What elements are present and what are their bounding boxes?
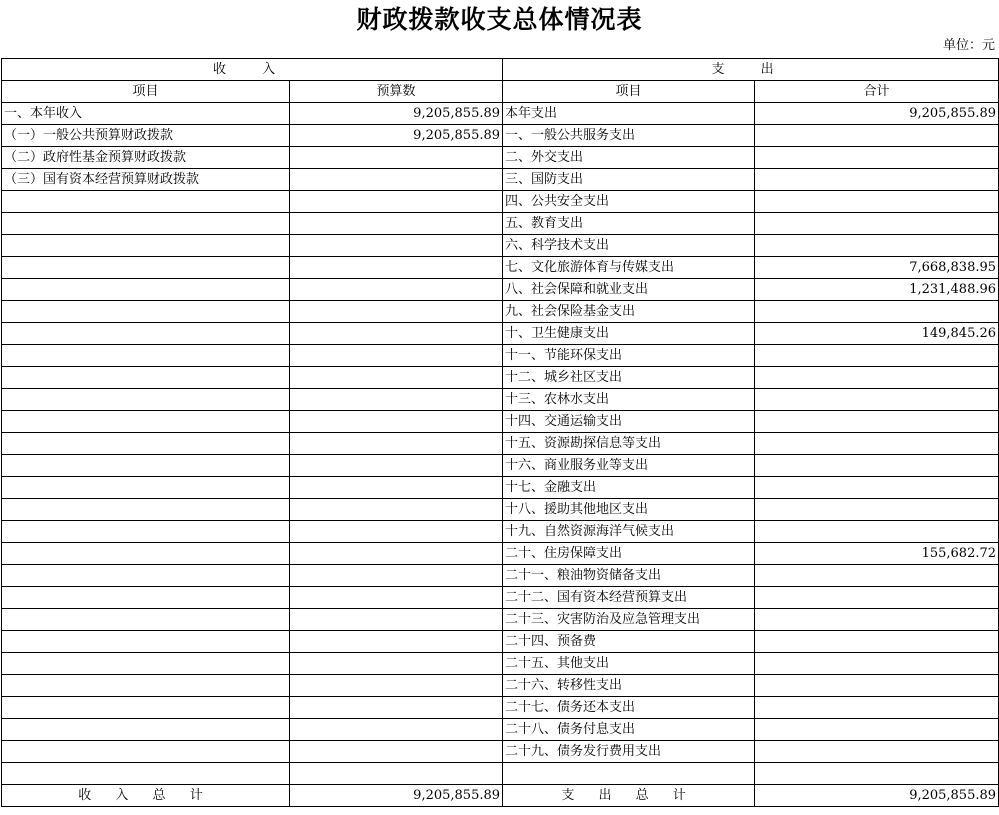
expense-amount-cell: 7,668,838.95 — [755, 257, 999, 279]
income-amount-cell — [290, 147, 503, 169]
income-amount-cell — [290, 521, 503, 543]
expense-item-cell: 二、外交支出 — [503, 147, 755, 169]
section-header-row — [2, 59, 999, 81]
expense-amount-cell — [755, 477, 999, 499]
expense-item-cell: 十八、援助其他地区支出 — [503, 499, 755, 521]
income-budget-header: 预算数 — [290, 81, 503, 103]
expense-amount-cell: 149,845.26 — [755, 323, 999, 345]
expense-amount-cell — [755, 389, 999, 411]
income-amount-cell — [290, 301, 503, 323]
income-amount-cell — [290, 433, 503, 455]
table-row — [2, 653, 999, 675]
table-row — [2, 477, 999, 499]
table-row — [2, 367, 999, 389]
fiscal-table — [1, 58, 999, 807]
table-row — [2, 147, 999, 169]
income-amount-cell — [290, 235, 503, 257]
income-item-cell — [2, 235, 290, 257]
expense-amount-cell — [755, 697, 999, 719]
expense-item-cell: 本年支出 — [503, 103, 755, 125]
expense-item-cell: 十七、金融支出 — [503, 477, 755, 499]
expense-amount-cell: 1,231,488.96 — [755, 279, 999, 301]
expense-amount-cell — [755, 631, 999, 653]
unit-label: 单位：元 — [942, 38, 995, 53]
income-item-cell: （二）政府性基金预算财政拨款 — [2, 147, 290, 169]
income-item-cell — [2, 301, 290, 323]
income-item-cell — [2, 565, 290, 587]
expense-item-cell: 二十四、预备费 — [503, 631, 755, 653]
income-item-cell: （一）一般公共预算财政拨款 — [2, 125, 290, 147]
income-amount-cell — [290, 631, 503, 653]
expense-amount-cell — [755, 213, 999, 235]
table-row — [2, 169, 999, 191]
income-item-cell — [2, 587, 290, 609]
table-row — [2, 257, 999, 279]
expense-item-cell: 二十六、转移性支出 — [503, 675, 755, 697]
expense-amount-cell — [755, 565, 999, 587]
income-total-label: 收 入 总 计 — [2, 785, 290, 807]
table-row — [2, 587, 999, 609]
expense-item-cell: 二十九、债务发行费用支出 — [503, 741, 755, 763]
expense-amount-cell — [755, 411, 999, 433]
income-item-cell — [2, 257, 290, 279]
table-row — [2, 389, 999, 411]
expense-amount-cell — [755, 235, 999, 257]
expense-item-cell: 十五、资源勘探信息等支出 — [503, 433, 755, 455]
income-item-cell — [2, 697, 290, 719]
expense-total-value: 9,205,855.89 — [755, 785, 999, 807]
income-amount-cell — [290, 323, 503, 345]
table-row — [2, 631, 999, 653]
table-row — [2, 279, 999, 301]
table-row — [2, 213, 999, 235]
expense-amount-cell — [755, 147, 999, 169]
expense-amount-cell — [755, 301, 999, 323]
income-amount-cell — [290, 763, 503, 785]
income-amount-cell — [290, 675, 503, 697]
income-item-cell — [2, 521, 290, 543]
expense-section-header: 支 出 — [503, 59, 999, 81]
income-item-cell — [2, 213, 290, 235]
income-item-cell — [2, 609, 290, 631]
expense-amount-cell — [755, 763, 999, 785]
table-row — [2, 719, 999, 741]
expense-item-cell: 十六、商业服务业等支出 — [503, 455, 755, 477]
income-item-cell — [2, 719, 290, 741]
table-row — [2, 543, 999, 565]
income-amount-cell — [290, 719, 503, 741]
expense-item-cell: 十一、节能环保支出 — [503, 345, 755, 367]
income-amount-cell — [290, 609, 503, 631]
expense-amount-cell — [755, 125, 999, 147]
income-item-cell — [2, 543, 290, 565]
expense-amount-cell — [755, 433, 999, 455]
expense-item-cell: 十九、自然资源海洋气候支出 — [503, 521, 755, 543]
expense-item-header: 项目 — [503, 81, 755, 103]
income-item-cell — [2, 191, 290, 213]
table-row — [2, 345, 999, 367]
income-item-cell — [2, 411, 290, 433]
table-row — [2, 103, 999, 125]
income-amount-cell — [290, 169, 503, 191]
expense-amount-cell — [755, 587, 999, 609]
income-item-cell — [2, 433, 290, 455]
table-row — [2, 323, 999, 345]
expense-item-cell: 九、社会保险基金支出 — [503, 301, 755, 323]
income-amount-cell: 9,205,855.89 — [290, 103, 503, 125]
expense-item-cell: 十三、农林水支出 — [503, 389, 755, 411]
income-amount-cell — [290, 697, 503, 719]
expense-item-cell: 七、文化旅游体育与传媒支出 — [503, 257, 755, 279]
income-item-cell — [2, 345, 290, 367]
expense-total-header: 合计 — [755, 81, 999, 103]
table-row — [2, 455, 999, 477]
expense-item-cell: 二十一、粮油物资储备支出 — [503, 565, 755, 587]
income-total-value: 9,205,855.89 — [290, 785, 503, 807]
table-row — [2, 521, 999, 543]
expense-amount-cell — [755, 345, 999, 367]
income-amount-cell — [290, 191, 503, 213]
page-title: 财政拨款收支总体情况表 — [356, 5, 643, 34]
income-amount-cell — [290, 367, 503, 389]
income-amount-cell — [290, 565, 503, 587]
table-row — [2, 411, 999, 433]
expense-item-cell: 二十二、国有资本经营预算支出 — [503, 587, 755, 609]
expense-item-cell — [503, 763, 755, 785]
income-item-cell: 一、本年收入 — [2, 103, 290, 125]
income-amount-cell — [290, 279, 503, 301]
income-amount-cell — [290, 455, 503, 477]
income-item-cell — [2, 389, 290, 411]
expense-amount-cell — [755, 191, 999, 213]
income-item-cell — [2, 367, 290, 389]
income-amount-cell — [290, 653, 503, 675]
table-row — [2, 565, 999, 587]
expense-item-cell: 二十、住房保障支出 — [503, 543, 755, 565]
expense-item-cell: 六、科学技术支出 — [503, 235, 755, 257]
expense-amount-cell — [755, 719, 999, 741]
income-item-cell — [2, 741, 290, 763]
income-amount-cell — [290, 345, 503, 367]
table-row — [2, 741, 999, 763]
income-item-header: 项目 — [2, 81, 290, 103]
table-row — [2, 301, 999, 323]
column-header-row — [2, 81, 999, 103]
income-amount-cell — [290, 587, 503, 609]
expense-amount-cell — [755, 675, 999, 697]
expense-item-cell: 一、一般公共服务支出 — [503, 125, 755, 147]
expense-amount-cell — [755, 367, 999, 389]
expense-item-cell: 二十三、灾害防治及应急管理支出 — [503, 609, 755, 631]
income-amount-cell — [290, 389, 503, 411]
expense-item-cell: 十、卫生健康支出 — [503, 323, 755, 345]
expense-amount-cell — [755, 741, 999, 763]
expense-amount-cell — [755, 521, 999, 543]
income-item-cell — [2, 279, 290, 301]
income-item-cell — [2, 675, 290, 697]
table-row — [2, 235, 999, 257]
income-amount-cell — [290, 477, 503, 499]
income-item-cell — [2, 653, 290, 675]
expense-amount-cell — [755, 653, 999, 675]
expense-item-cell: 十四、交通运输支出 — [503, 411, 755, 433]
expense-amount-cell — [755, 609, 999, 631]
expense-item-cell: 二十七、债务还本支出 — [503, 697, 755, 719]
income-amount-cell — [290, 257, 503, 279]
table-row — [2, 697, 999, 719]
income-amount-cell — [290, 499, 503, 521]
income-item-cell — [2, 763, 290, 785]
table-row — [2, 763, 999, 785]
table-row — [2, 433, 999, 455]
income-amount-cell — [290, 543, 503, 565]
income-amount-cell: 9,205,855.89 — [290, 125, 503, 147]
income-item-cell — [2, 631, 290, 653]
income-item-cell — [2, 477, 290, 499]
total-row — [2, 785, 999, 807]
expense-item-cell: 二十八、债务付息支出 — [503, 719, 755, 741]
income-section-header: 收 入 — [2, 59, 503, 81]
expense-item-cell: 十二、城乡社区支出 — [503, 367, 755, 389]
expense-item-cell: 三、国防支出 — [503, 169, 755, 191]
income-amount-cell — [290, 213, 503, 235]
table-row — [2, 191, 999, 213]
income-item-cell — [2, 499, 290, 521]
expense-amount-cell: 155,682.72 — [755, 543, 999, 565]
expense-item-cell: 二十五、其他支出 — [503, 653, 755, 675]
expense-amount-cell — [755, 169, 999, 191]
expense-item-cell: 八、社会保障和就业支出 — [503, 279, 755, 301]
expense-amount-cell: 9,205,855.89 — [755, 103, 999, 125]
expense-item-cell: 五、教育支出 — [503, 213, 755, 235]
table-row — [2, 499, 999, 521]
income-amount-cell — [290, 741, 503, 763]
table-row — [2, 609, 999, 631]
income-item-cell — [2, 323, 290, 345]
income-item-cell: （三）国有资本经营预算财政拨款 — [2, 169, 290, 191]
table-row — [2, 675, 999, 697]
expense-total-label: 支 出 总 计 — [503, 785, 755, 807]
income-item-cell — [2, 455, 290, 477]
expense-item-cell: 四、公共安全支出 — [503, 191, 755, 213]
expense-amount-cell — [755, 499, 999, 521]
table-row — [2, 125, 999, 147]
expense-amount-cell — [755, 455, 999, 477]
income-amount-cell — [290, 411, 503, 433]
